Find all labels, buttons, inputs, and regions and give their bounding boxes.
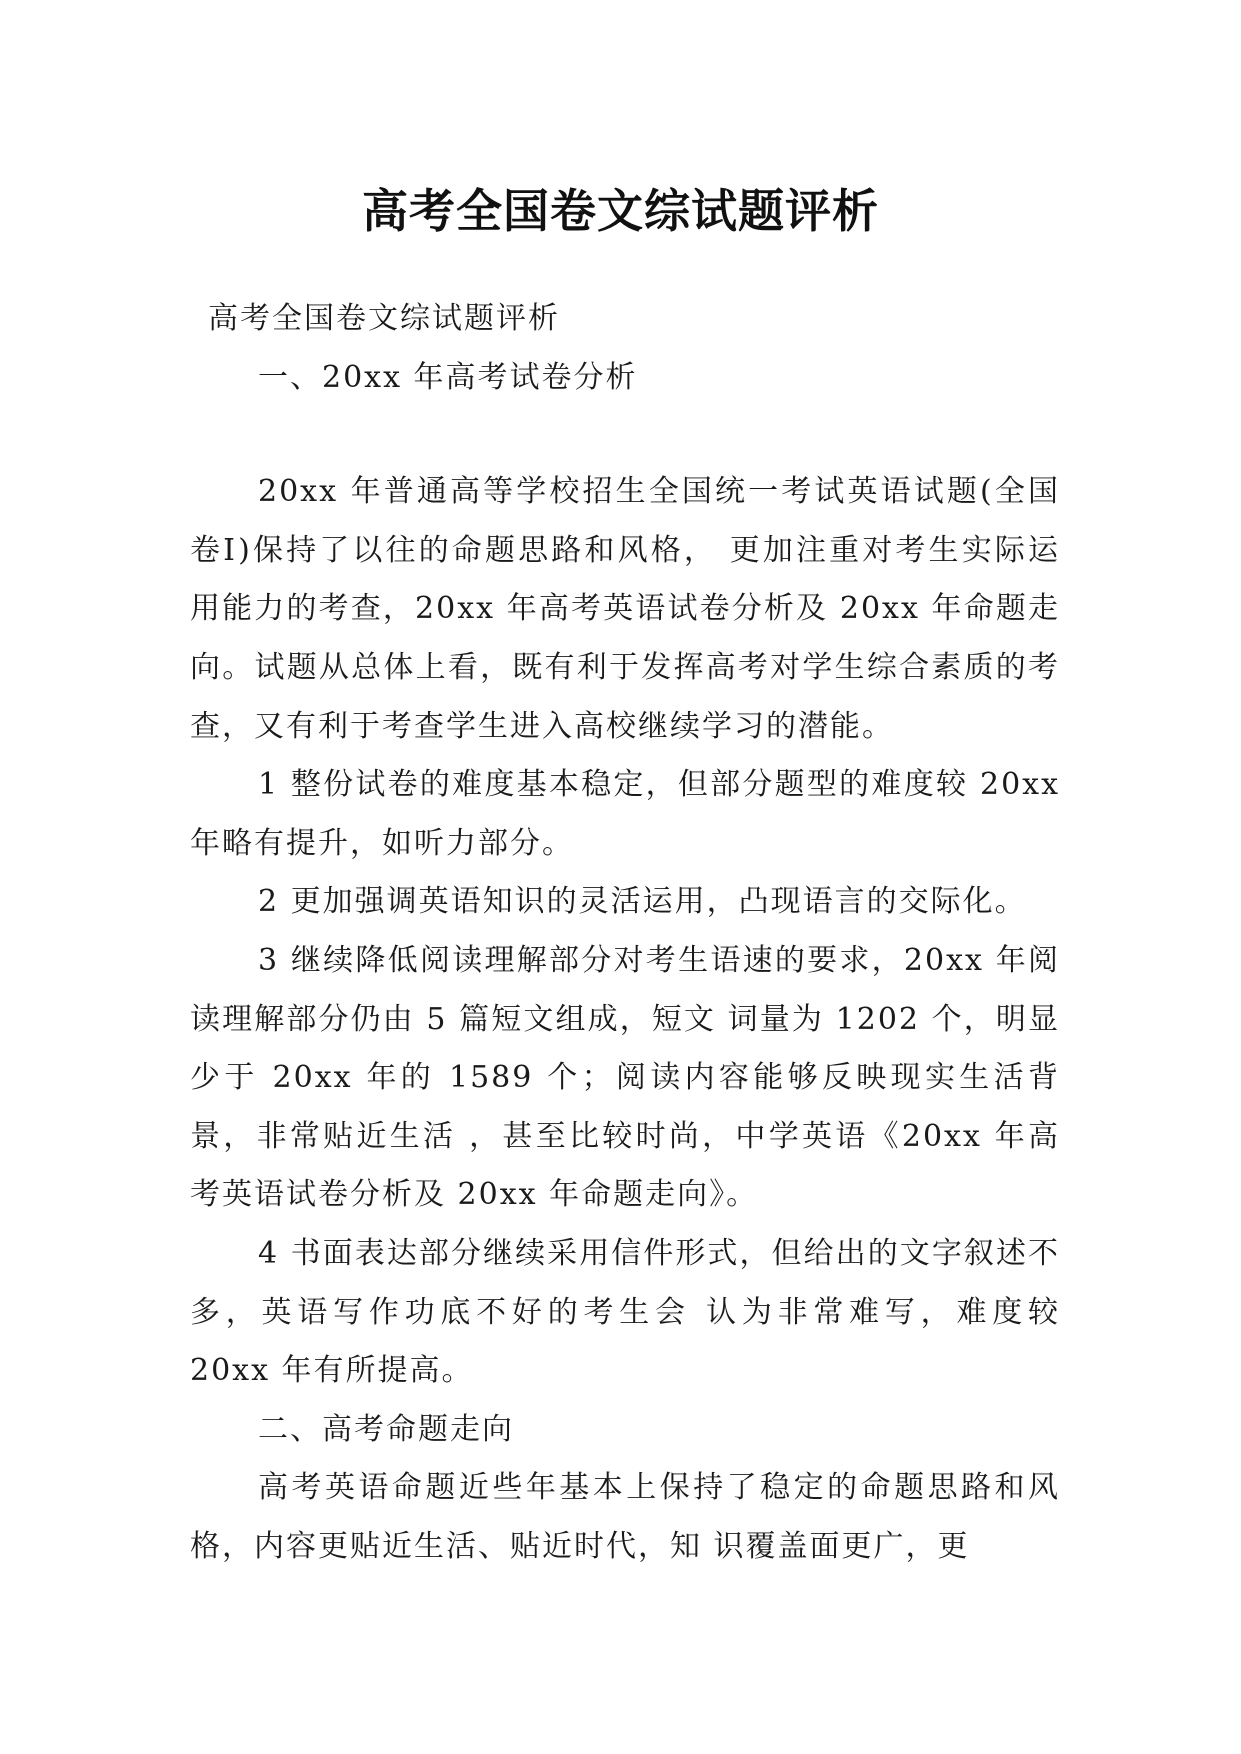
analysis-point-1: 1 整份试卷的难度基本稳定，但部分题型的难度较 20xx 年略有提升，如听力部分。 (190, 767, 1060, 861)
analysis-point-3: 3 继续降低阅读理解部分对考生语速的要求，20xx 年阅读理解部分仍由 5 篇短文组成，短文 词量为 1202 个，明显少于 20xx 年的 1589 个；阅读内容能够反映现实生活背景，非常贴近生活 ，甚至比较时尚，中学英语《20xx 年高考英语试卷分析及 20xx 年命题走向》。 (190, 942, 1060, 1213)
spacer (190, 407, 1060, 463)
document-body (190, 290, 1060, 1576)
document-title: 高考全国卷文综试题评析 (362, 183, 879, 238)
intro-paragraph: 20xx 年普通高等学校招生全国统一考试英语试题(全国卷Ⅰ)保持了以往的命题思路和风格， 更加注重对考生实际运用能力的考查，20xx 年高考英语试卷分析及 20xx 年命题走向。试题从总体上看，既有利于发挥高考对学生综合素质的考查，又有利于考查学生进入高校继续学习的潜能。 (190, 474, 1060, 744)
section-heading-1: 一、20xx 年高考试卷分析 (258, 359, 638, 395)
section2-paragraph: 高考英语命题近些年基本上保持了稳定的命题思路和风格，内容更贴近生活、贴近时代，知 识覆盖面更广，更 (190, 1470, 1060, 1564)
document-subtitle: 高考全国卷文综试题评析 (208, 301, 560, 336)
section-heading-2: 二、高考命题走向 (258, 1411, 514, 1447)
analysis-point-2: 2 更加强调英语知识的灵活运用，凸现语言的交际化。 (258, 884, 1027, 920)
analysis-point-4: 4 书面表达部分继续采用信件形式，但给出的文字叙述不多，英语写作功底不好的考生会 认为非常难写，难度较 20xx 年有所提高。 (190, 1235, 1060, 1389)
